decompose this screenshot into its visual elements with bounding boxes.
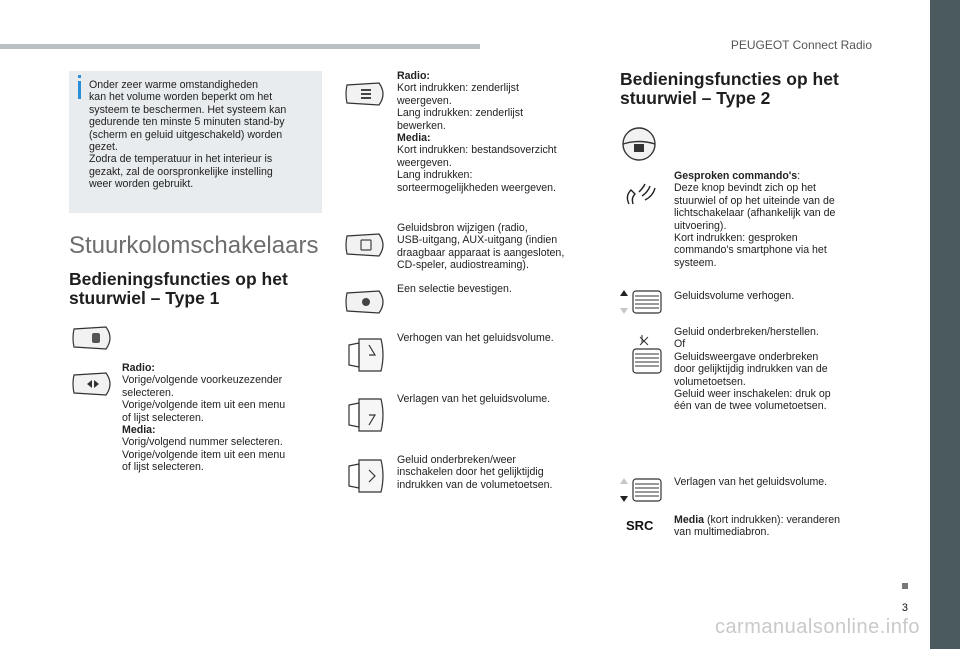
type2-mute-description [674, 326, 864, 413]
voice-line-6: commando's smartphone via het [674, 244, 827, 257]
mute-wheel-icon [345, 456, 387, 496]
src-description [674, 514, 874, 539]
volume-down-roller-icon [620, 476, 664, 504]
page-number: 3 [901, 602, 908, 614]
src-line-1: (kort indrukken): veranderen [704, 514, 841, 526]
type1-seek-description [122, 362, 322, 474]
middle-media-line-2: weergeven. [397, 156, 452, 169]
list-description [397, 70, 597, 194]
type1-radio-line-4: of lijst selecteren. [122, 411, 204, 424]
voice-command-description [674, 170, 864, 269]
mute-roller-icon [620, 333, 664, 377]
info-note-box [69, 71, 322, 213]
stalk-list-icon [343, 80, 389, 108]
middle-radio-line-2: weergeven. [397, 94, 452, 107]
section-title: Stuurkolomschakelaars [69, 232, 319, 259]
confirm-description: Een selectie bevestigen. [397, 283, 512, 295]
type1-heading: Bedieningsfuncties op het stuurwiel – Type 1 [69, 269, 288, 308]
type1-radio-line-2: selecteren. [122, 386, 174, 399]
mute-description [397, 454, 597, 491]
type1-media-label: Media: [122, 424, 156, 437]
stalk-source-icon [343, 231, 389, 259]
source-line-3: draagbaar apparaat is aangesloten, [397, 246, 565, 259]
voice-line-3: lichtschakelaar (afhankelijk van de [674, 207, 836, 220]
type1-media-line-3: of lijst selecteren. [122, 461, 204, 474]
mute-line-3: indrukken van de volumetoetsen. [397, 478, 553, 491]
middle-radio-line-3: Lang indrukken: zenderlijst [397, 107, 524, 120]
type2-mute-line-7: één van de twee volumetoetsen. [674, 400, 827, 413]
src-media-label: Media [674, 514, 705, 526]
type1-radio-line-3: Vorige/volgende item uit een menu [122, 399, 286, 412]
source-line-2: USB-uitgang, AUX-uitgang (indien [397, 234, 558, 247]
source-line-4: CD-speler, audiostreaming). [397, 259, 529, 272]
voice-command-icon [623, 178, 657, 208]
volume-up-roller-icon [620, 288, 664, 316]
steering-wheel-icon [620, 125, 658, 163]
continue-marker [902, 583, 908, 589]
middle-radio-line-1: Kort indrukken: zenderlijst [397, 82, 519, 95]
voice-command-colon: : [797, 170, 801, 182]
src-icon: SRC [626, 518, 654, 533]
type2-volume-down-description: Verlagen van het geluidsvolume. [674, 476, 828, 488]
type2-heading: Bedieningsfuncties op het stuurwiel – Type 2 [620, 69, 839, 108]
source-line-1: Geluidsbron wijzigen (radio, [397, 222, 528, 234]
type2-mute-line-3: Geluidsweergave onderbreken [674, 350, 819, 363]
type2-mute-line-2: Of [674, 338, 686, 351]
middle-media-line-3: Lang indrukken: [397, 169, 473, 182]
middle-media-line-4: sorteermogelijkheden weergeven. [397, 181, 556, 194]
type2-mute-line-6: Geluid weer inschakelen: druk op [674, 388, 831, 401]
watermark: carmanualsonline.info [714, 616, 920, 638]
type2-mute-line-1: Geluid onderbreken/herstellen. [674, 326, 819, 338]
middle-media-line-1: Kort indrukken: bestandsoverzicht [397, 144, 557, 157]
type1-media-line-1: Vorig/volgend nummer selecteren. [122, 436, 283, 449]
src-line-2: van multimediabron. [674, 526, 770, 539]
top-accent-bar [0, 44, 480, 49]
type2-mute-line-4: door gelijktijdig indrukken van de [674, 363, 828, 376]
mute-line-2: inschakelen door het gelijktijdig [397, 466, 544, 479]
middle-radio-line-4: bewerken. [397, 119, 446, 132]
voice-line-7: systeem. [674, 256, 717, 269]
volume-up-description: Verhogen van het geluidsvolume. [397, 332, 554, 344]
middle-media-label: Media: [397, 132, 431, 145]
type1-media-line-2: Vorige/volgende item uit een menu [122, 448, 286, 461]
page-side-strip [930, 0, 960, 649]
voice-command-label: Gesproken commando's [674, 170, 798, 182]
info-note-text: Onder zeer warme omstandigheden kan het volume worden beperkt om het systeem te beschermen. Het systeem kan gedurende ten minste 5 minuten stand-by (scherm en geluid uitgeschakeld) worden gezet. Zodra de temperatuur in het interieur is gezakt, zal de oorspronkelijke instelling weer worden gebruikt. [89, 79, 287, 191]
volume-down-description: Verlagen van het geluidsvolume. [397, 393, 551, 405]
header-title: PEUGEOT Connect Radio [730, 38, 872, 52]
type2-volume-up-description: Geluidsvolume verhogen. [674, 290, 795, 302]
voice-line-4: uitvoering). [674, 219, 727, 232]
middle-radio-label: Radio: [397, 70, 430, 82]
steering-control-stalk-icon [70, 323, 116, 353]
voice-line-2: stuurwiel of op het uiteinde van de [674, 194, 835, 207]
source-description [397, 222, 597, 272]
mute-line-1: Geluid onderbreken/weer [397, 454, 516, 466]
type1-radio-label: Radio: [122, 362, 155, 374]
voice-line-5: Kort indrukken: gesproken [674, 232, 798, 245]
info-icon [78, 81, 81, 99]
type1-radio-line-1: Vorige/volgende voorkeuzezender [122, 374, 283, 387]
volume-up-wheel-icon [345, 335, 387, 375]
stalk-confirm-icon [343, 288, 389, 316]
volume-down-wheel-icon [345, 395, 387, 435]
type2-mute-line-5: volumetoetsen. [674, 375, 746, 388]
seek-stalk-icon [70, 370, 116, 398]
voice-line-1: Deze knop bevindt zich op het [674, 182, 816, 195]
